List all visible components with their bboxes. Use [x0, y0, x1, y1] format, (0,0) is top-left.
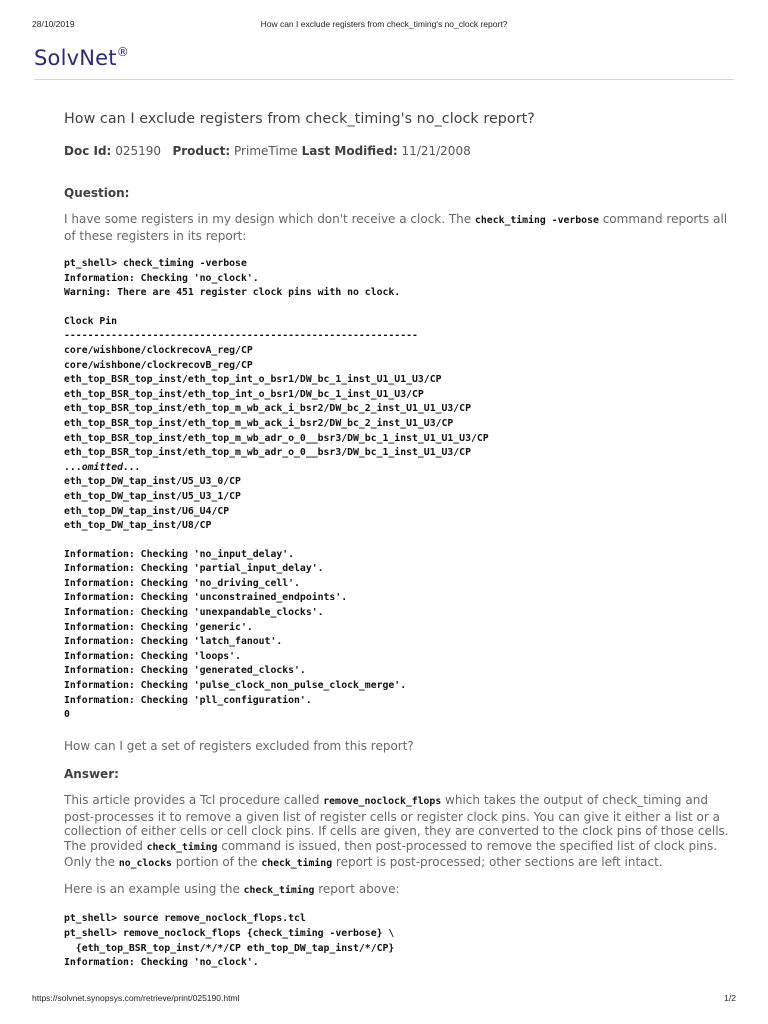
- text-run: command is issued, then post-processed to remove the specified list of clock pins. Only the: [64, 838, 718, 870]
- example-paragraph: [64, 882, 738, 899]
- clock-pin-line: eth_top_DW_tap_inst/U5_U3_1/CP: [64, 490, 241, 502]
- registered-mark: ®: [116, 45, 129, 59]
- info-line: Information: Checking 'partial_input_delay'.: [64, 563, 324, 575]
- info-line: Information: Checking 'no_driving_cell'.: [64, 577, 300, 589]
- text-run: which takes the output of check_timing and post-processes it to remove a given list of register cells or register clock pins. You can give it either a list or a collection of either cells or cell clock pins. If cells are given, they are converted to the clock pins of those cells. The provided: [64, 793, 729, 853]
- code-line: Information: Checking 'no_clock'.: [64, 957, 259, 969]
- header-divider: [34, 79, 734, 80]
- text-run: report is post-processed; other sections are left intact.: [332, 855, 663, 870]
- clock-pin-header: Clock Pin: [64, 315, 118, 327]
- code-block-example: [64, 912, 738, 970]
- inline-code: check_timing: [146, 841, 218, 853]
- code-block-information: [64, 548, 738, 723]
- clock-pin-line: core/wishbone/clockrecovA_reg/CP: [64, 344, 253, 356]
- info-line: Information: Checking 'generated_clocks'.: [64, 665, 306, 677]
- question-heading: Question:: [64, 186, 130, 200]
- text-run: This article provides a Tcl procedure called: [64, 793, 324, 808]
- clock-pin-line: eth_top_BSR_top_inst/eth_top_int_o_bsr1/DW_bc_1_inst_U1_U1_U3/CP: [64, 374, 442, 386]
- info-line: Information: Checking 'unexpandable_clocks'.: [64, 607, 324, 619]
- last-modified-label: Last Modified:: [301, 144, 398, 158]
- code-line: pt_shell> remove_noclock_flops {check_timing -verbose} \: [64, 927, 395, 939]
- code-block-check-timing: [64, 257, 738, 301]
- solvnet-logo[interactable]: [34, 45, 129, 70]
- text-run: command reports all of these registers in its report:: [64, 212, 728, 243]
- text-run: report above:: [314, 881, 400, 896]
- page-number: 1/2: [724, 993, 736, 1003]
- omitted-marker: [64, 462, 141, 473]
- inline-code: check_timing: [243, 884, 315, 896]
- product-value: PrimeTime: [234, 144, 298, 158]
- code-line: {eth_top_BSR_top_inst/*/*/CP eth_top_DW_tap_inst/*/CP}: [64, 942, 395, 954]
- info-line: 0: [64, 709, 70, 721]
- inline-code: check_timing: [261, 858, 333, 870]
- clock-pin-rule: ------------------------------------------------------------: [64, 330, 418, 342]
- code-line: pt_shell> source remove_noclock_flops.tcl: [64, 913, 306, 925]
- code-block-clock-pins: [64, 315, 738, 534]
- clock-pin-line: core/wishbone/clockrecovB_reg/CP: [64, 359, 253, 371]
- doc-id-label: Doc Id:: [64, 144, 112, 158]
- article: [64, 111, 738, 971]
- clock-pin-line: eth_top_DW_tap_inst/U8/CP: [64, 520, 212, 532]
- answer-heading: Answer:: [64, 767, 119, 782]
- clock-pin-line: eth_top_DW_tap_inst/U6_U4/CP: [64, 505, 230, 517]
- text-run: Here is an example using the: [64, 881, 244, 896]
- info-line: Information: Checking 'pulse_clock_non_pulse_clock_merge'.: [64, 680, 407, 692]
- info-line: Information: Checking 'unconstrained_endpoints'.: [64, 592, 348, 604]
- clock-pin-line: eth_top_BSR_top_inst/eth_top_int_o_bsr1/DW_bc_1_inst_U1_U3/CP: [64, 388, 424, 400]
- article-meta: [64, 144, 738, 158]
- question-paragraph: [64, 212, 738, 243]
- clock-pin-line: eth_top_BSR_top_inst/eth_top_m_wb_adr_o_0__bsr3/DW_bc_1_inst_U1_U1_U3/CP: [64, 432, 489, 444]
- info-line: Information: Checking 'generic'.: [64, 621, 253, 633]
- question-followup: How can I get a set of registers excluded from this report?: [64, 738, 414, 753]
- inline-code: check_timing -verbose: [475, 215, 599, 226]
- text-run: I have some registers in my design which don't receive a clock. The: [64, 212, 475, 226]
- info-line: Information: Checking 'loops'.: [64, 650, 241, 662]
- inline-code: no_clocks: [118, 858, 172, 870]
- info-line: Information: Checking 'latch_fanout'.: [64, 636, 283, 648]
- clock-pin-line: eth_top_BSR_top_inst/eth_top_m_wb_adr_o_0__bsr3/DW_bc_1_inst_U1_U3/CP: [64, 447, 471, 459]
- code-line: Information: Checking 'no_clock'.: [64, 272, 259, 284]
- omitted-word: omitted...: [81, 461, 141, 473]
- clock-pin-line: eth_top_BSR_top_inst/eth_top_m_wb_ack_i_bsr2/DW_bc_2_inst_U1_U3/CP: [64, 417, 454, 429]
- clock-pin-line: eth_top_BSR_top_inst/eth_top_m_wb_ack_i_bsr2/DW_bc_2_inst_U1_U1_U3/CP: [64, 403, 471, 415]
- omitted-prefix: ...: [64, 461, 82, 473]
- text-run: portion of the: [171, 855, 262, 870]
- code-line: Warning: There are 451 register clock pins with no clock.: [64, 287, 401, 299]
- logo-text: SolvNet: [34, 46, 117, 70]
- article-title: How can I exclude registers from check_timing's no_clock report?: [64, 111, 535, 127]
- code-line: pt_shell> check_timing -verbose: [64, 258, 247, 269]
- product-label: Product:: [172, 144, 231, 158]
- print-url[interactable]: https://solvnet.synopsys.com/retrieve/print/025190.html: [32, 993, 240, 1003]
- info-line: Information: Checking 'no_input_delay'.: [64, 548, 295, 560]
- last-modified-value: 11/21/2008: [401, 144, 471, 158]
- clock-pin-line: eth_top_DW_tap_inst/U5_U3_0/CP: [64, 476, 241, 488]
- print-title: How can I exclude registers from check_timing's no_clock report?: [260, 19, 508, 29]
- answer-paragraph: [64, 793, 738, 872]
- print-footer: [32, 993, 736, 1003]
- inline-code: remove_noclock_flops: [323, 796, 442, 808]
- info-line: Information: Checking 'pll_configuration'.: [64, 694, 312, 706]
- doc-id-value: 025190: [115, 144, 161, 158]
- print-date: 28/10/2019: [32, 19, 75, 29]
